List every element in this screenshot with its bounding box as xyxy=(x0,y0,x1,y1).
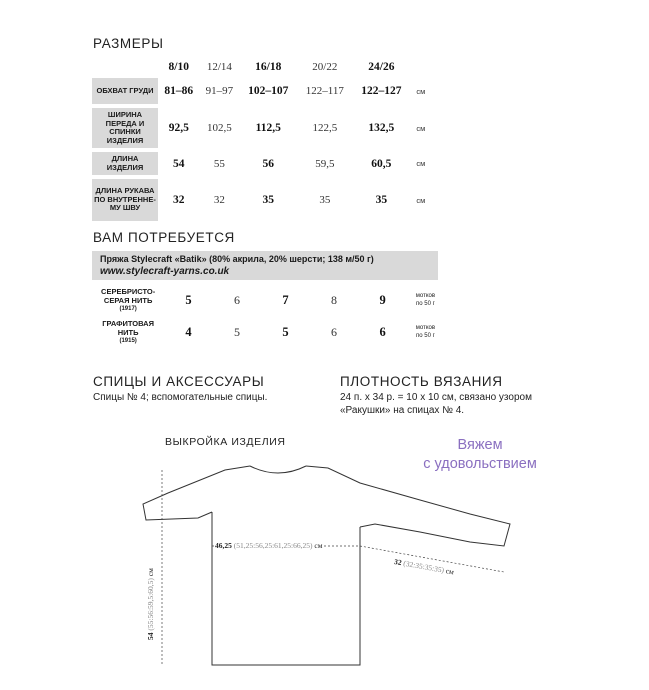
cell-value: 81–86 xyxy=(164,85,194,97)
cell-value: 122,5 xyxy=(312,122,338,134)
unit-label: см xyxy=(416,159,426,168)
cell-value: 5 xyxy=(234,324,241,339)
row-label: ДЛИНА ИЗДЕЛИЯ xyxy=(92,152,158,175)
cell-value: 91–97 xyxy=(205,85,234,97)
cell-value: 5 xyxy=(282,324,289,339)
gauge-line-1: 24 п. х 34 р. = 10 х 10 см, связано узором xyxy=(340,392,532,403)
cell-value: 56 xyxy=(262,157,274,170)
cell-value: 102,5 xyxy=(206,122,232,134)
size-header: 24/26 xyxy=(368,61,395,73)
unit-label: по 50 г xyxy=(416,333,435,339)
cell-value: 35 xyxy=(319,194,331,206)
unit-label: мотков xyxy=(415,325,436,331)
unit-label: мотков xyxy=(415,293,436,299)
yarn-color-label: СЕРЕБРИСТО- СЕРАЯ НИТЬ xyxy=(101,286,156,305)
cell-value: 8 xyxy=(331,292,338,307)
yarn-description: Пряжа Stylecraft «Batik» (80% акрила, 20% шерсти; 138 м/50 г) xyxy=(100,254,374,264)
left-sleeve-shape xyxy=(143,466,250,520)
sizes-title: РАЗМЕРЫ xyxy=(93,36,164,51)
length-dimension-label: 54 (55:56:59,5:60,5) см xyxy=(146,568,155,640)
unit-label: см xyxy=(416,195,426,205)
yarn-color-code: (1917) xyxy=(119,305,137,312)
yarn-url: www.stylecraft-yarns.co.uk xyxy=(100,266,230,277)
size-header: 20/22 xyxy=(312,61,338,73)
watermark-line-1: Вяжем xyxy=(457,437,503,453)
body-shape xyxy=(212,512,360,665)
cell-value: 7 xyxy=(282,292,289,307)
row-label: ОБХВАТ ГРУДИ xyxy=(92,78,158,104)
cell-value: 6 xyxy=(379,324,386,339)
cell-value: 35 xyxy=(262,194,274,206)
sleeve-dimension-label: 32 (32:35:35:35) см xyxy=(393,557,455,577)
cell-value: 5 xyxy=(185,292,192,307)
gauge-title: ПЛОТНОСТЬ ВЯЗАНИЯ xyxy=(340,374,503,389)
cell-value: 6 xyxy=(331,324,338,339)
pattern-title: ВЫКРОЙКА ИЗДЕЛИЯ xyxy=(165,436,286,448)
unit-label: по 50 г xyxy=(416,301,435,307)
needles-text: Спицы № 4; вспомогательные спицы. xyxy=(93,392,268,403)
cell-value: 54 xyxy=(173,157,185,170)
cell-value: 132,5 xyxy=(368,122,395,134)
size-header: 16/18 xyxy=(255,61,282,73)
cell-value: 112,5 xyxy=(255,122,281,134)
neckline-shape xyxy=(250,466,306,473)
cell-value: 9 xyxy=(379,292,386,307)
cell-value: 6 xyxy=(234,292,241,307)
cell-value: 4 xyxy=(185,324,192,339)
cell-value: 102–107 xyxy=(248,85,289,97)
cell-value: 122–127 xyxy=(361,85,402,97)
width-dimension-label: 46,25 (51,25:56,25:61,25:66,25) см xyxy=(215,541,323,550)
unit-label: см xyxy=(416,86,426,96)
cell-value: 92,5 xyxy=(168,122,189,134)
needles-title: СПИЦЫ И АКСЕССУАРЫ xyxy=(93,374,265,389)
cell-value: 32 xyxy=(173,194,185,206)
right-sleeve-shape xyxy=(306,466,510,546)
cell-value: 35 xyxy=(375,194,388,206)
cell-value: 32 xyxy=(213,194,225,206)
cell-value: 59,5 xyxy=(315,157,335,170)
size-header: 8/10 xyxy=(168,61,189,73)
row-label: ШИРИНА ПЕРЕДА И СПИНКИ ИЗДЕЛИЯ xyxy=(92,108,158,148)
cell-value: 122–117 xyxy=(305,85,344,97)
cell-value: 60,5 xyxy=(371,157,392,170)
yarn-color-label: ГРАФИТОВАЯ НИТЬ xyxy=(102,318,154,337)
unit-label: см xyxy=(416,123,426,133)
cell-value: 55 xyxy=(213,157,225,170)
size-header: 12/14 xyxy=(206,61,232,73)
gauge-line-2: «Ракушки» на спицах № 4. xyxy=(340,405,465,416)
materials-title: ВАМ ПОТРЕБУЕТСЯ xyxy=(93,230,235,245)
row-label: ДЛИНА РУКАВА ПО ВНУТРЕННЕ- МУ ШВУ xyxy=(92,179,158,221)
watermark-line-2: с удовольствием xyxy=(423,456,537,472)
yarn-color-code: (1915) xyxy=(119,337,137,344)
